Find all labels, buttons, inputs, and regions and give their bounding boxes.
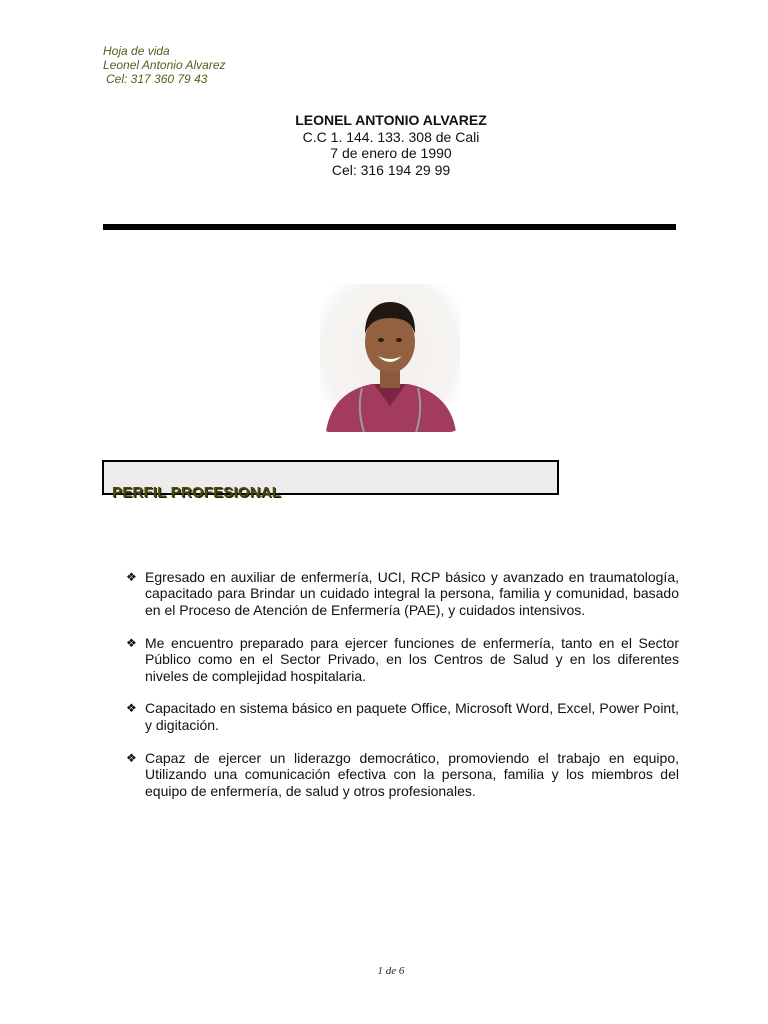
birth-date: 7 de enero de 1990 <box>330 145 452 161</box>
profile-photo <box>320 284 460 432</box>
horizontal-rule <box>103 224 676 230</box>
diamond-bullet-icon: ❖ <box>126 635 137 650</box>
list-item <box>126 635 679 684</box>
header-note <box>103 44 226 86</box>
list-item <box>126 750 679 799</box>
diamond-bullet-icon: ❖ <box>126 701 137 716</box>
list-item <box>126 700 679 733</box>
id-number: C.C 1. 144. 133. 308 de Cali <box>302 128 480 145</box>
diamond-bullet-icon: ❖ <box>126 750 137 765</box>
full-name: LEONEL ANTONIO ALVAREZ <box>295 112 487 128</box>
profile-bullet-list <box>126 569 679 815</box>
diamond-bullet-icon: ❖ <box>126 570 137 584</box>
portrait-illustration <box>320 284 460 432</box>
list-item-text: Me encuentro preparado para ejercer funciones de enfermería, tanto en el Sector Público como en el Sector Privado, en los Centros de Salud y en los diferentes niveles de complejidad hospitalaria. <box>145 634 679 684</box>
header-note-title: Hoja de vida <box>103 44 170 58</box>
list-item-text: Egresado en auxiliar de enfermería, UCI, RCP básico y avanzado en traumatología, capacitado para Brindar un cuidado integral la persona, familia y comunidad, basado en el Proceso de Atención de Enfermería (PAE), y cuidados intensivos. <box>145 569 679 618</box>
list-item-text: Capacitado en sistema básico en paquete Office, Microsoft Word, Excel, Power Point, y digitación. <box>145 700 679 733</box>
section-title: PERFIL PROFESIONAL <box>112 484 282 501</box>
header-note-name: Leonel Antonio Alvarez <box>103 58 226 72</box>
header-note-phone: Cel: 317 360 79 43 <box>106 72 208 86</box>
list-item <box>126 569 679 618</box>
page-number: 1 de 6 <box>377 965 405 977</box>
list-item-text: Capaz de ejercer un liderazgo democrático, promoviendo el trabajo en equipo, Utilizando una comunicación efectiva con la persona, familia y los miembros del equipo de enfermería, de salud y otros profesionales. <box>145 749 679 799</box>
phone-number: Cel: 316 194 29 99 <box>331 161 451 178</box>
identity-block <box>0 112 768 178</box>
